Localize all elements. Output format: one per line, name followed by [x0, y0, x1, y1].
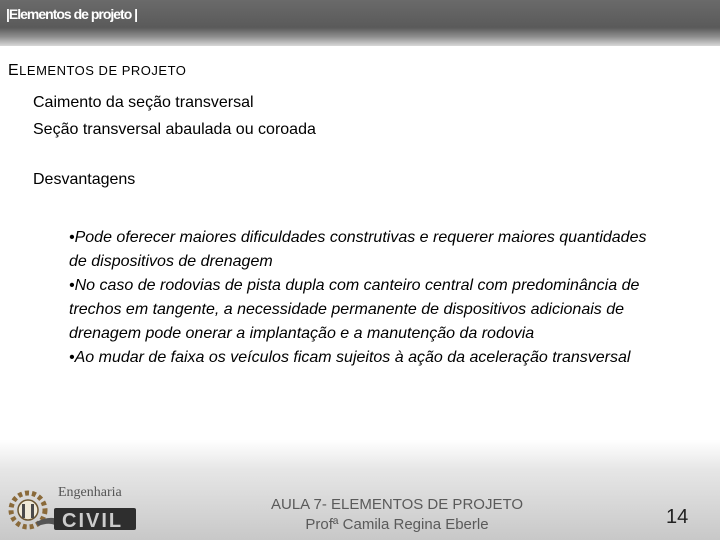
engenharia-civil-logo: [6, 482, 140, 538]
section-heading: [8, 62, 186, 80]
header-bar: [0, 0, 720, 46]
bullet-item: •Ao mudar de faixa os veículos ficam sujeitos à ação da aceleração transversal: [69, 349, 631, 366]
section-heading-rest: LEMENTOS DE PROJETO: [19, 63, 187, 78]
bullet-list: [69, 226, 659, 370]
text-caimento: Caimento da seção transversal: [33, 94, 254, 111]
footer-teacher-name: Profª Camila Regina Eberle: [305, 516, 489, 533]
text-secao-abaulada: Seção transversal abaulada ou coroada: [33, 121, 316, 138]
logo-word-civil: CIVIL: [62, 510, 124, 532]
section-heading-initial: E: [8, 62, 20, 79]
page-number: 14: [666, 506, 689, 528]
header-title: |Elementos de projeto |: [6, 6, 138, 22]
text-desvantagens: Desvantagens: [33, 171, 136, 188]
footer-course-title: AULA 7- ELEMENTOS DE PROJETO: [270, 496, 524, 513]
logo-word-engenharia: Engenharia: [58, 485, 122, 500]
bullet-item: •No caso de rodovias de pista dupla com canteiro central com predominância de trechos em tangente, a necessidade permanente de dispositivos adicionais de drenagem pode onerar a implantação e a manutenção da rodovia: [69, 277, 640, 342]
bullet-item: •Pode oferecer maiores dificuldades construtivas e requerer maiores quantidades de dispositivos de drenagem: [69, 229, 647, 270]
